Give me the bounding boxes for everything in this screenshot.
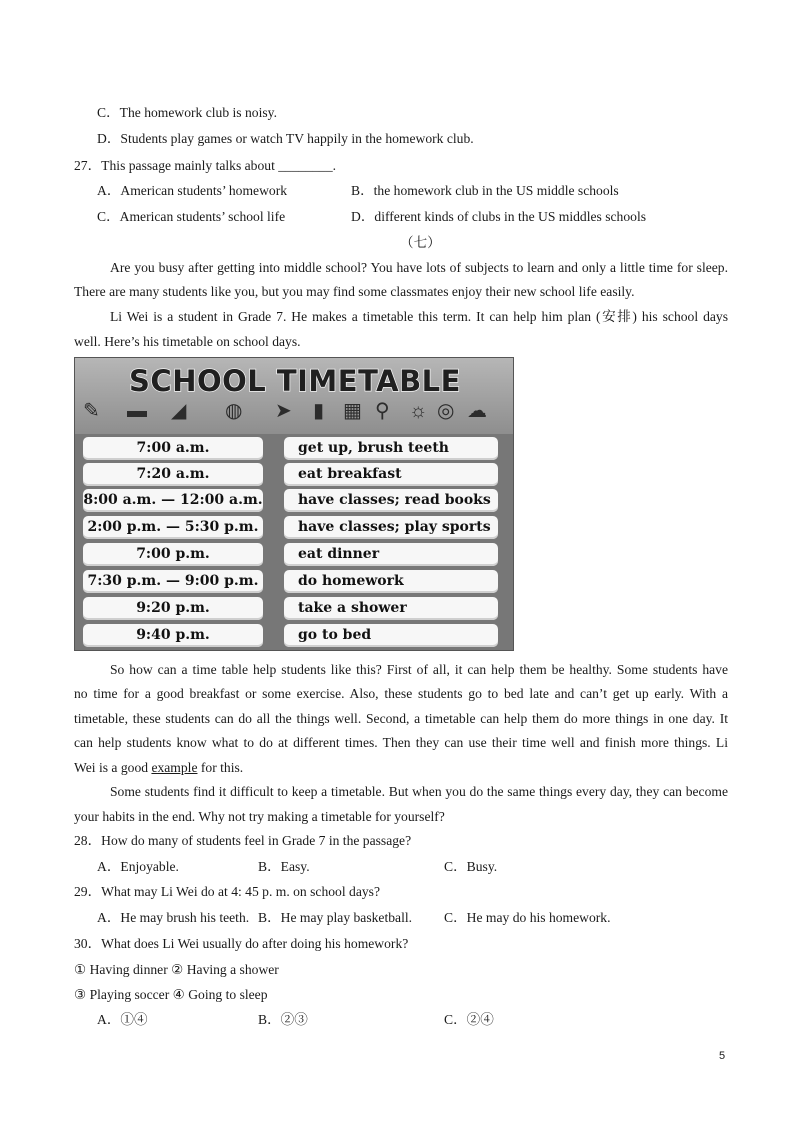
paragraph-line: Li Wei is a student in Grade 7. He makes a timetable this term. It can help him plan (安排) his school days xyxy=(110,309,728,324)
option-29a: A．He may brush his teeth. xyxy=(97,910,250,925)
paragraph-line: Some students find it difficult to keep a timetable. But when you do the same things every day, they can become xyxy=(110,784,728,799)
question-30-text: 30．What does Li Wei usually do after doing his homework? xyxy=(74,936,409,951)
magnifier-icon: ⚲ xyxy=(375,400,390,422)
paragraph-text: Wei is a good xyxy=(74,760,152,775)
ruler-icon: ◢ xyxy=(171,400,187,422)
option-26c: C．The homework club is noisy. xyxy=(97,105,277,120)
paragraph-line: no time for a good breakfast or some exercise. Also, these students go to bed late and can’t get up early. With a xyxy=(74,686,728,701)
book-icon: ▬ xyxy=(127,400,147,422)
lifebuoy-icon: ◎ xyxy=(437,400,455,422)
paragraph-line: well. Here’s his timetable on school days. xyxy=(74,334,301,349)
paragraph-line: So how can a time table help students like this? First of all, it can help them be healthy. Some students have xyxy=(110,662,728,677)
option-30c: C．②④ xyxy=(444,1012,494,1027)
pencil-icon: ✎ xyxy=(83,400,100,422)
sun-icon: ☼ xyxy=(409,400,428,422)
timetable-time: 2:00 p.m. — 5:30 p.m. xyxy=(83,516,263,539)
paragraph-line: timetable, these students can do all the things well. Second, a timetable can help them do more things in one day. It xyxy=(74,711,728,726)
timetable-activity: get up, brush teeth xyxy=(284,437,498,460)
timetable-time: 9:20 p.m. xyxy=(83,597,263,620)
bottle-icon: ▮ xyxy=(313,400,325,422)
option-27c: C．American students’ school life xyxy=(97,209,286,224)
timetable-header xyxy=(75,358,514,434)
paper-plane-icon: ➤ xyxy=(275,400,292,422)
paragraph-line xyxy=(74,759,243,777)
timetable-activity: go to bed xyxy=(284,624,498,647)
timetable-activity: do homework xyxy=(284,570,498,593)
option-28b: B．Easy. xyxy=(258,859,310,874)
paragraph-line: can help students know what to do at different times. Then they can use their time well and finish more things. Li xyxy=(74,735,728,750)
timetable-time: 7:30 p.m. — 9:00 p.m. xyxy=(83,570,263,593)
timetable-time: 8:00 a.m. — 12:00 a.m. xyxy=(83,489,263,512)
timetable-time: 7:20 a.m. xyxy=(83,463,263,486)
timetable-activity: have classes; read books xyxy=(284,489,498,512)
paragraph-line: There are many students like you, but you may find some classmates enjoy their new school life easily. xyxy=(74,284,635,299)
option-27b: B．the homework club in the US middle schools xyxy=(351,183,619,198)
option-30b: B．②③ xyxy=(258,1012,308,1027)
timetable-activity: eat dinner xyxy=(284,543,498,566)
calculator-icon: ▦ xyxy=(343,400,362,422)
question-28-text: 28．How do many of students feel in Grade 7 in the passage? xyxy=(74,833,412,848)
school-timetable-image xyxy=(74,357,514,651)
timetable-activity: have classes; play sports xyxy=(284,516,498,539)
option-27a: A．American students’ homework xyxy=(97,183,288,198)
option-29c: C．He may do his homework. xyxy=(444,910,611,925)
option-30a: A．①④ xyxy=(97,1012,148,1027)
paragraph-line: your habits in the end. Why not try making a timetable for yourself? xyxy=(74,809,445,824)
cloud-icon: ☁ xyxy=(467,400,487,422)
option-28c: C．Busy. xyxy=(444,859,498,874)
question-29-text: 29．What may Li Wei do at 4: 45 p. m. on school days? xyxy=(74,884,380,899)
question-27-text: 27．This passage mainly talks about ________. xyxy=(74,158,337,173)
option-28a: A．Enjoyable. xyxy=(97,859,179,874)
timetable-time: 7:00 p.m. xyxy=(83,543,263,566)
question-30-items: ③ Playing soccer ④ Going to sleep xyxy=(74,987,268,1002)
timetable-time: 9:40 p.m. xyxy=(83,624,263,647)
globe-icon: ◍ xyxy=(225,400,243,422)
underlined-word: example xyxy=(151,760,198,775)
paragraph-line: Are you busy after getting into middle school? You have lots of subjects to learn and only a little time for sleep. xyxy=(110,260,728,275)
timetable-time: 7:00 a.m. xyxy=(83,437,263,460)
timetable-activity: eat breakfast xyxy=(284,463,498,486)
section-label: （七） xyxy=(400,235,441,250)
page-number: 5 xyxy=(719,1050,726,1062)
option-29b: B．He may play basketball. xyxy=(258,910,413,925)
paragraph-text: for this. xyxy=(197,760,244,775)
question-30-items: ① Having dinner ② Having a shower xyxy=(74,962,279,977)
option-26d: D．Students play games or watch TV happily in the homework club. xyxy=(97,131,474,146)
option-27d: D．different kinds of clubs in the US middles schools xyxy=(351,209,647,224)
timetable-activity: take a shower xyxy=(284,597,498,620)
timetable-title: SCHOOL TIMETABLE xyxy=(129,364,461,398)
